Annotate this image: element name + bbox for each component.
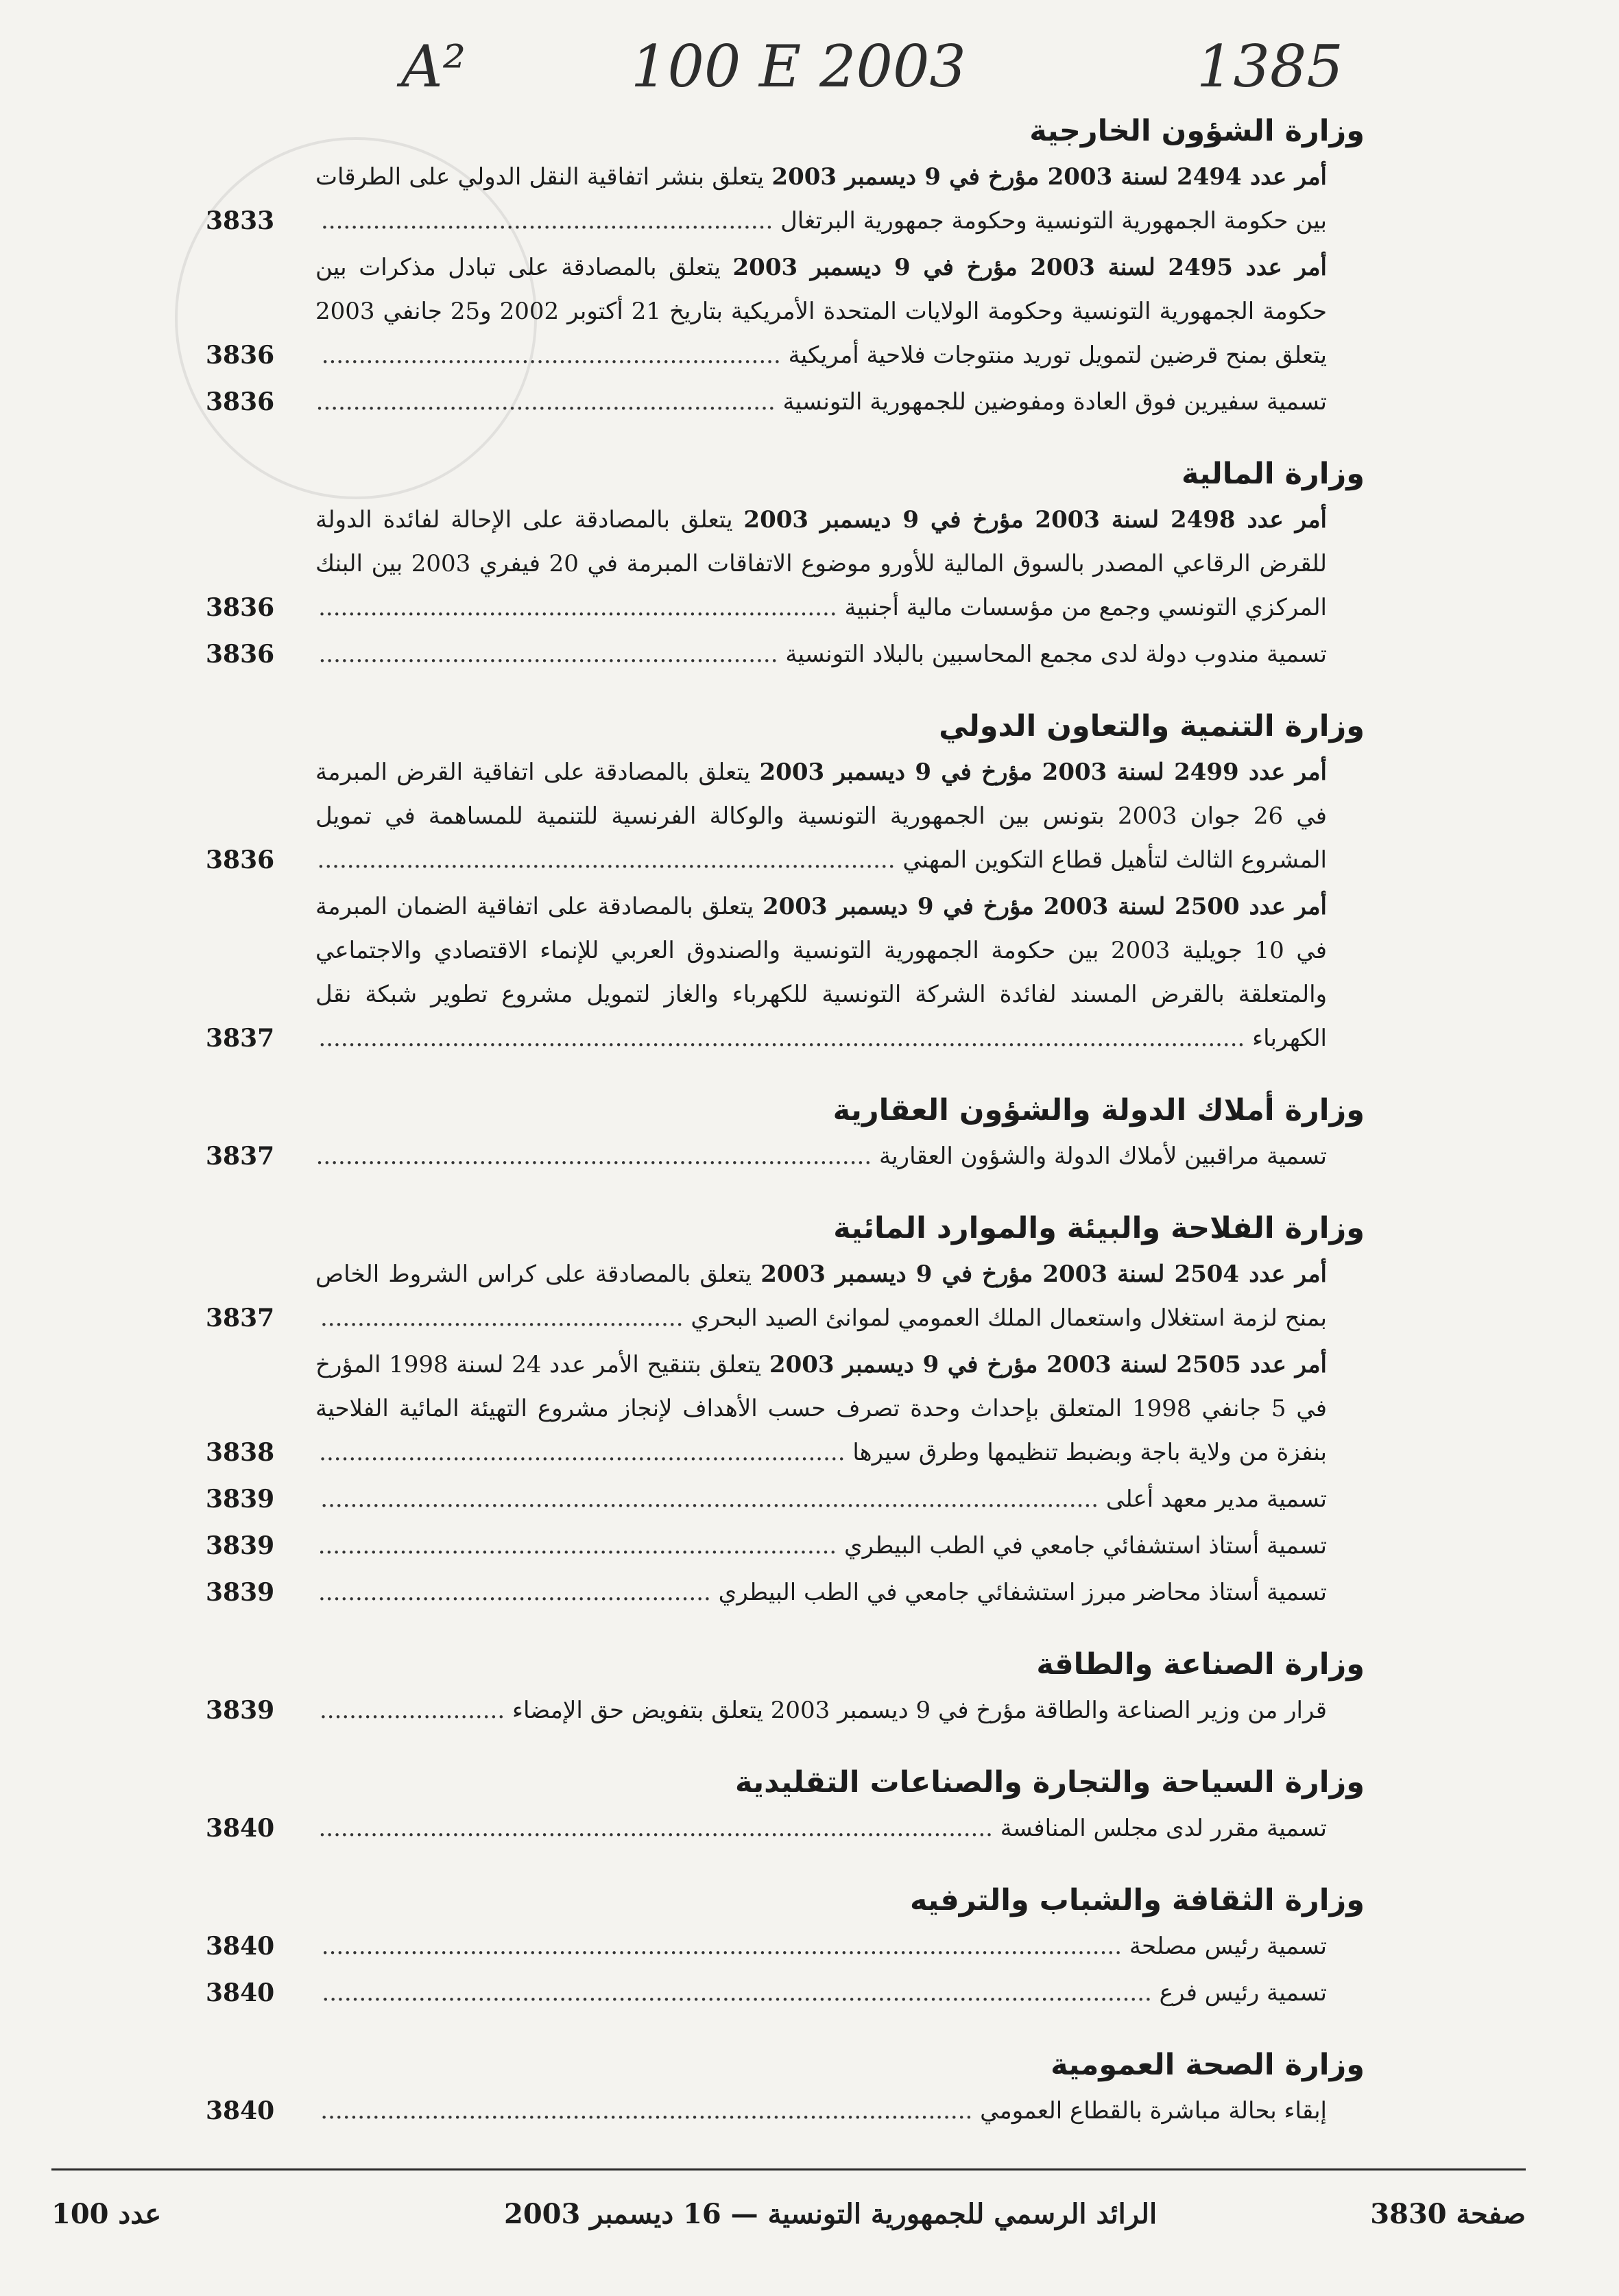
ministry-heading: وزارة الثقافة والشباب والترفيه (909, 1883, 1365, 1917)
entry-text (315, 1477, 1365, 1521)
toc-entry (206, 246, 1365, 377)
entry-text (315, 1971, 1365, 2015)
footer-issue: عدد 100 (51, 2198, 162, 2230)
entry-text (315, 632, 1365, 676)
entry-text (315, 1806, 1365, 1850)
ministry-heading: وزارة الفلاحة والبيئة والموارد المائية (833, 1211, 1365, 1245)
ministry-section (206, 1761, 1365, 1850)
entry-text (315, 1134, 1365, 1178)
leader-dots: ...................................................................... (317, 1532, 845, 1559)
ministry-heading: وزارة أملاك الدولة والشؤون العقارية (832, 1093, 1365, 1127)
leader-dots: .............................................................................. (317, 846, 903, 874)
leader-dots: ........................................................................................... (318, 1815, 1000, 1842)
entry-description: تسمية مقرر لدى مجلس المنافسة (1000, 1815, 1327, 1842)
footer-journal-date: الرائد الرسمي للجمهورية التونسية — 16 ديسمبر 2003 (504, 2198, 1158, 2230)
ministry-heading: وزارة الصحة العمومية (1051, 2048, 1365, 2082)
entry-description: يتعلق بالمصادقة على تبادل مذكرات بين حكومة الجمهورية التونسية وحكومة الولايات المتحدة الأمريكية بتاريخ 21 أكتوبر 2002 و25 جانفي 2003 يتعلق بمنح قرضين لتمويل توريد منتوجات فلاحية أمريكية (315, 254, 1328, 369)
leader-dots: .............................................................. (315, 388, 783, 416)
ministry-heading: وزارة السياحة والتجارة والصناعات التقليدية (734, 1765, 1365, 1799)
entry-description: تسمية رئيس مصلحة (1129, 1933, 1327, 1960)
ministry-section (206, 453, 1365, 676)
ministry-section (206, 1643, 1365, 1732)
leader-dots: ................................................. (320, 1304, 691, 1332)
entry-description: تسمية رئيس فرع (1159, 1979, 1327, 2007)
toc-entry (206, 1570, 1365, 1614)
leader-dots: ..................................................... (318, 1579, 719, 1606)
leader-dots: ...................................................................... (318, 594, 845, 621)
decree-reference: أمر عدد 2505 لسنة 2003 مؤرخ في 9 ديسمبر 2003 (769, 1351, 1328, 1378)
toc-entry (206, 155, 1365, 243)
page-number: 3837 (206, 1142, 275, 1171)
toc-entry (206, 1134, 1365, 1178)
toc-entry (206, 1924, 1365, 1968)
entry-description: تسمية سفيرين فوق العادة ومفوضين للجمهورية التونسية (782, 388, 1327, 416)
entry-text (315, 155, 1365, 243)
page-number: 3837 (206, 1024, 275, 1053)
decree-reference: أمر عدد 2494 لسنة 2003 مؤرخ في 9 ديسمبر 2003 (771, 163, 1327, 191)
ministry-section (206, 2044, 1365, 2133)
entry-text (315, 1343, 1365, 1474)
handwritten-annotation (384, 12, 1371, 100)
table-of-contents (206, 110, 1365, 2162)
page-number: 3839 (206, 1485, 275, 1514)
handwritten-c: 1385 (1197, 33, 1343, 100)
toc-entry (206, 1524, 1365, 1568)
entry-text (315, 380, 1365, 424)
leader-dots: ......................... (319, 1697, 512, 1724)
toc-entry (206, 1971, 1365, 2015)
entry-description: تسمية أستاذ محاضر مبرز استشفائي جامعي في الطب البيطري (718, 1579, 1327, 1606)
ministry-heading: وزارة المالية (1182, 457, 1365, 491)
page-number: 3839 (206, 1531, 275, 1560)
ministry-heading: وزارة التنمية والتعاون الدولي (939, 709, 1365, 743)
entry-text (315, 1524, 1365, 1568)
entry-description: يتعلق بالمصادقة على الإحالة لفائدة الدولة للقرض الرقاعي المصدر بالسوق المالية للأورو موضوع الاتفاقات المبرمة في 20 فيفري 2003 بين البنك المركزي التونسي وجمع من مؤسسات مالية أجنبية (315, 506, 1328, 621)
toc-entry (206, 1252, 1365, 1340)
toc-entry (206, 2089, 1365, 2133)
entry-description: تسمية أستاذ استشفائي جامعي في الطب البيطري (844, 1532, 1327, 1559)
footer-page-number: صفحة 3830 (1370, 2198, 1526, 2230)
page-number: 3840 (206, 1814, 275, 1843)
leader-dots: ................................................................................................................ (322, 1979, 1160, 2007)
page-number: 3836 (206, 341, 275, 370)
entry-description: تسمية مراقبين لأملاك الدولة والشؤون العقارية (878, 1143, 1327, 1170)
decree-reference: أمر عدد 2504 لسنة 2003 مؤرخ في 9 ديسمبر 2003 (760, 1260, 1327, 1288)
entry-description: قرار من وزير الصناعة والطاقة مؤرخ في 9 ديسمبر 2003 يتعلق بتفويض حق الإمضاء (512, 1697, 1327, 1724)
entry-description: يتعلق بتنقيح الأمر عدد 24 لسنة 1998 المؤرخ في 5 جانفي 1998 المتعلق بإحداث وحدة تصرف حسب الأهداف لإنجاز مشروع التهيئة المائية الفلاحية بنفزة من ولاية باجة وبضبط تنظيمها وطرق سيرها (315, 1351, 1328, 1466)
page-number: 3839 (206, 1578, 275, 1607)
entry-text (315, 246, 1365, 377)
decree-reference: أمر عدد 2498 لسنة 2003 مؤرخ في 9 ديسمبر 2003 (743, 506, 1328, 534)
entry-text (315, 1688, 1365, 1732)
toc-entry (206, 885, 1365, 1060)
ministry-heading: وزارة الشؤون الخارجية (1029, 114, 1365, 148)
page-number: 3836 (206, 593, 275, 622)
leader-dots: ........................................................................................ (320, 2097, 981, 2125)
ministry-heading: وزارة الصناعة والطاقة (1036, 1647, 1365, 1682)
page-number: 3837 (206, 1304, 275, 1332)
toc-entry (206, 1477, 1365, 1521)
decree-reference: أمر عدد 2495 لسنة 2003 مؤرخ في 9 ديسمبر 2003 (732, 254, 1327, 281)
page-number: 3836 (206, 846, 275, 874)
entry-description: يتعلق بالمصادقة على اتفاقية القرض المبرمة في 26 جوان 2003 بتونس بين الجمهورية التونسية والوكالة الفرنسية للتنمية للمساهمة في تمويل المشروع الثالث لتأهيل قطاع التكوين المهني (315, 758, 1327, 874)
handwritten-b: 100 E 2003 (631, 33, 966, 100)
page-footer (51, 2168, 1526, 2260)
entry-text (315, 1570, 1365, 1614)
entry-description: يتعلق بنشر اتفاقية النقل الدولي على الطرقات بين حكومة الجمهورية التونسية وحكومة جمهورية البرتغال (315, 163, 1327, 235)
leader-dots: ......................................................................................................... (320, 1485, 1106, 1513)
entry-description: تسمية مدير معهد أعلى (1105, 1485, 1327, 1513)
ministry-section (206, 1879, 1365, 2015)
ministry-section (206, 110, 1365, 424)
toc-entry (206, 380, 1365, 424)
page-number: 3836 (206, 640, 275, 669)
handwritten-a: A² (401, 33, 466, 100)
leader-dots: ........................................................................... (315, 1143, 879, 1170)
entry-text (315, 2089, 1365, 2133)
entry-text (315, 1924, 1365, 1968)
decree-reference: أمر عدد 2500 لسنة 2003 مؤرخ في 9 ديسمبر 2003 (762, 893, 1327, 920)
page-number: 3840 (206, 1932, 275, 1961)
entry-description: يتعلق بالمصادقة على اتفاقية الضمان المبرمة في 10 جويلية 2003 بين حكومة الجمهورية التونسية والصندوق العربي للإنماء الاقتصادي والاجتماعي والمتعلقة بالقرض المسند لفائدة الشركة التونسية للكهرباء والغاز لتمويل مشروع تطوير شبكة نقل الكهرباء (315, 893, 1327, 1052)
entry-text (315, 885, 1365, 1060)
leader-dots: ....................................................................... (319, 1439, 853, 1466)
page-number: 3839 (206, 1696, 275, 1725)
entry-text (315, 750, 1365, 882)
toc-entry (206, 1688, 1365, 1732)
leader-dots: .............................................................. (321, 342, 789, 369)
leader-dots: .............................................................. (318, 641, 786, 668)
toc-entry (206, 750, 1365, 882)
page-number: 3838 (206, 1438, 275, 1467)
toc-entry (206, 632, 1365, 676)
toc-entry (206, 1806, 1365, 1850)
ministry-section (206, 1207, 1365, 1614)
decree-reference: أمر عدد 2499 لسنة 2003 مؤرخ في 9 ديسمبر 2003 (759, 758, 1327, 786)
toc-entry (206, 1343, 1365, 1474)
entry-description: تسمية مندوب دولة لدى مجمع المحاسبين بالبلاد التونسية (785, 641, 1327, 668)
entry-text (315, 1252, 1365, 1340)
leader-dots: ............................................................................................................ (321, 1933, 1129, 1960)
toc-entry (206, 498, 1365, 630)
ministry-section (206, 1089, 1365, 1178)
page-number: 3840 (206, 2096, 275, 2125)
leader-dots: ............................................................................................................................. (318, 1025, 1253, 1052)
ministry-section (206, 705, 1365, 1060)
page-number: 3840 (206, 1978, 275, 2007)
page-number: 3833 (206, 206, 275, 235)
entry-description: يتعلق بالمصادقة على كراس الشروط الخاص بمنح لزمة استغلال واستعمال الملك العمومي لموانئ الصيد البحري (315, 1260, 1327, 1332)
leader-dots: ............................................................. (321, 207, 781, 235)
page-number: 3836 (206, 387, 275, 416)
entry-text (315, 498, 1365, 630)
entry-description: إبقاء بحالة مباشرة بالقطاع العمومي (980, 2097, 1327, 2125)
